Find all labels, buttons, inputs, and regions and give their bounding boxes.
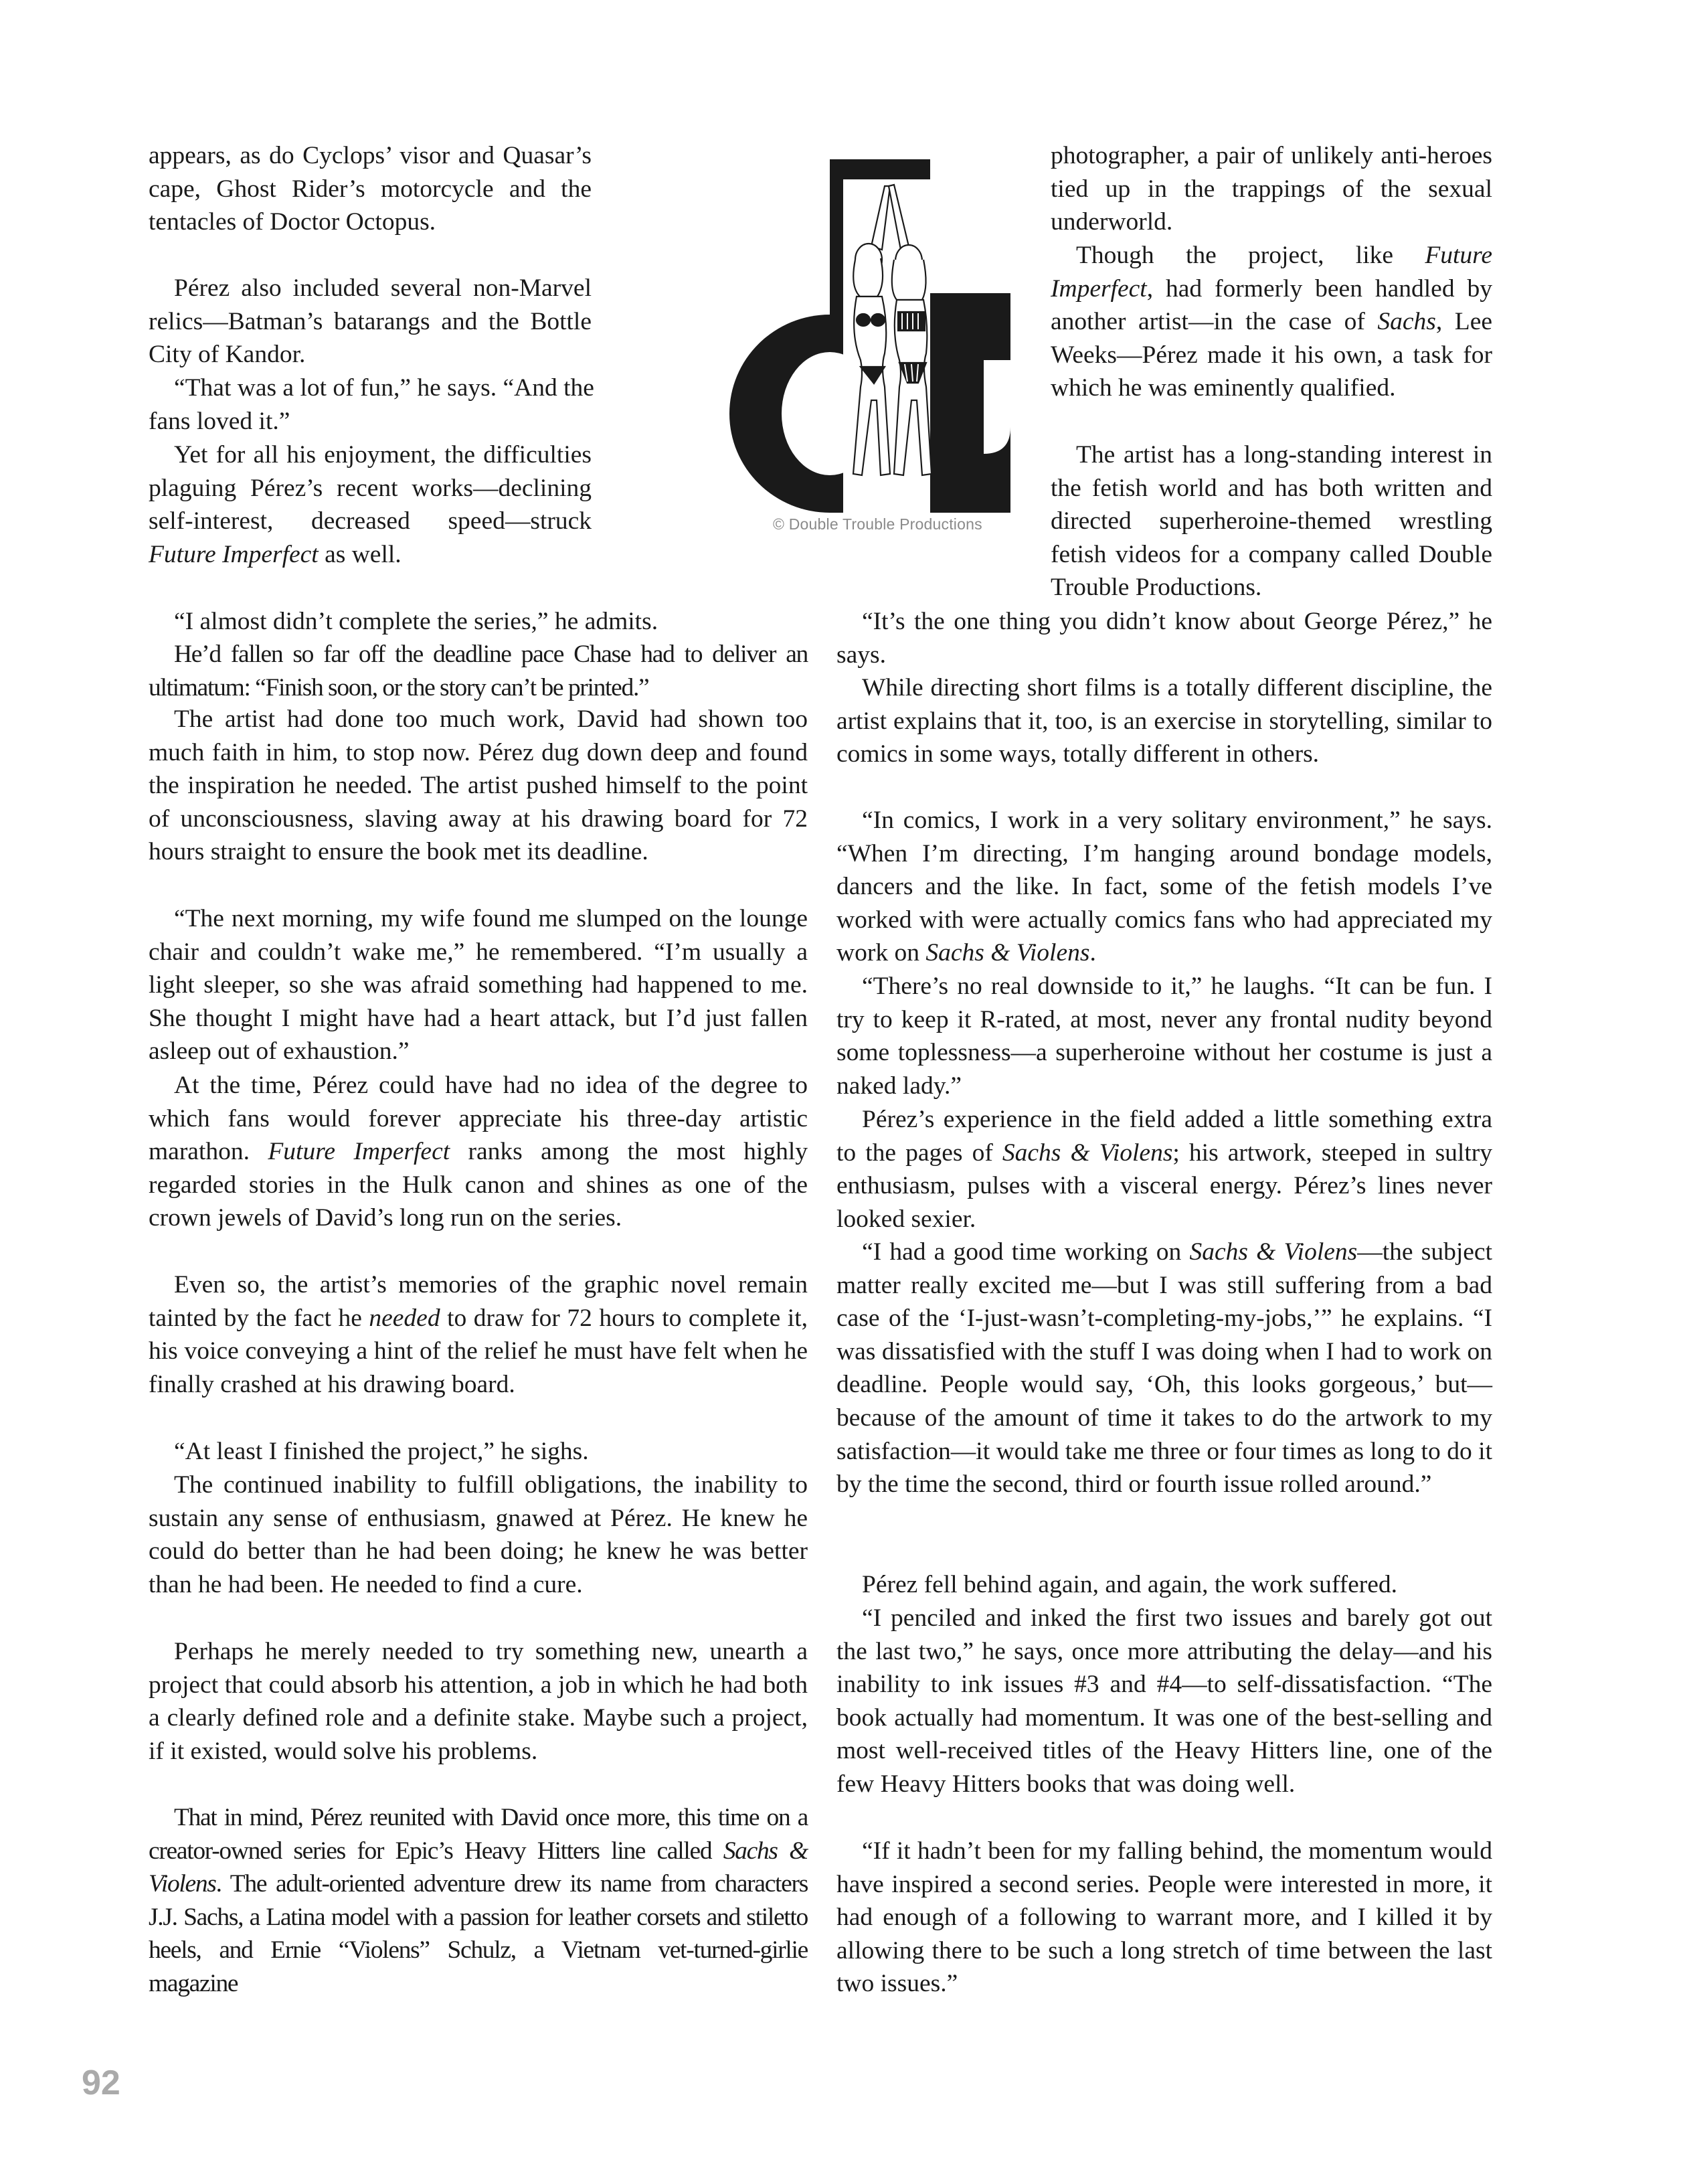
right-paragraph-4: “It’s the one thing you didn’t know about George Pérez,” he says. — [836, 608, 1492, 669]
title-sachs-violens: Sachs & Violens — [149, 1837, 808, 1898]
left-paragraph-5: “I almost didn’t complete the series,” he admits. — [174, 608, 658, 635]
left-paragraph-3: “That was a lot of fun,” he says. “And the fans loved it.” — [149, 374, 594, 435]
emphasis-needed: needed — [369, 1304, 440, 1332]
title-future-imperfect: Future Imperfect — [1051, 242, 1492, 303]
right-paragraph-3-wrap — [836, 438, 1492, 612]
title-sachs: Sachs — [1377, 308, 1436, 336]
right-paragraph-5: While directing short films is a totally different discipline, the artist explains that it, too, is an exercise in storytelling, similar to comics in some ways, totally different in others. — [836, 674, 1492, 768]
right-paragraph-3a: The artist has a long-standing interest in the fetish world and has both written and directed superheroine-themed wrestling fetish videos for a company called Double Trouble Productions. — [1051, 441, 1492, 602]
page-number: 92 — [82, 2064, 120, 2102]
right-paragraph-11: “I penciled and inked the first two issues and barely got out the last two,” he says, once more attributing the delay—and his inability to ink issues #3 and #4—to self-dissatisfaction. “The book actually had momentum. It was one of the best-selling and most well-received titles of the Heavy Hitters line, one of the few Heavy Hitters books that was doing well. — [836, 1604, 1492, 1798]
right-paragraph-8: Pérez’s experience in the field added a little something extra to the pages of Sachs & Violens; his artwork, steeped in sultry enthusiasm, pulses with a visceral energy. Pérez’s lines never looked sexier. — [836, 1106, 1492, 1233]
title-future-imperfect: Future Imperfect — [149, 540, 319, 568]
left-paragraph-1: appears, as do Cyclops’ visor and Quasar’s cape, Ghost Rider’s motorcycle and the tentacles of Doctor Octopus. — [149, 142, 592, 236]
left-paragraph-12: The continued inability to fulfill obligations, the inability to sustain any sense of enthusiasm, gnawed at Pérez. He knew he could do better than he had been doing; he knew he was better than he had been. He needed to find a cure. — [149, 1471, 808, 1598]
left-paragraph-4: Yet for all his enjoyment, the difficulties plaguing Pérez’s recent works—declining self-interest, decreased speed—struck Future Imperfect as well. — [149, 441, 592, 568]
image-credit: © Double Trouble Productions — [773, 515, 982, 533]
title-sachs-violens: Sachs & Violens — [1002, 1139, 1173, 1167]
right-paragraph-10: Pérez fell behind again, and again, the work suffered. — [862, 1571, 1398, 1598]
left-paragraph-6: He’d fallen so far off the deadline pace Chase had to deliver an ultimatum: “Finish soon, or the story can’t be printed.” — [149, 641, 808, 701]
left-paragraph-9: At the time, Pérez could have had no idea of the degree to which fans would forever appreciate his three-day artistic marathon. Future Imperfect ranks among the most highly regarded stories in the Hulk canon and shines as one of the crown jewels of David’s long run on the series. — [149, 1072, 808, 1232]
right-paragraph-9: “I had a good time working on Sachs & Violens—the subject matter really excited me—but I was still suffering from a bad case of the ‘I-just-wasn’t-completing-my-jobs,’” he explains. “I was dissatisfied with the stuff I was doing when I had to work on deadline. People would say, ‘Oh, this looks gorgeous,’ but—because of the amount of time it takes to do the artwork to my satisfaction—it would take me three or four times as long to do it by the time the second, third or fourth issue rolled around.” — [836, 1238, 1492, 1499]
right-paragraph-6: “In comics, I work in a very solitary environment,” he says. “When I’m directing, I’m hanging around bondage models, dancers and the like. In fact, some of the fetish models I’ve worked with were actually comics fans who had appreciated my work on Sachs & Violens. — [836, 807, 1492, 967]
left-paragraph-10: Even so, the artist’s memories of the graphic novel remain tainted by the fact he needed to draw for 72 hours to complete it, his voice conveying a hint of the relief he must have felt when he finally crashed at his drawing board. — [149, 1271, 808, 1398]
left-paragraph-13: Perhaps he merely needed to try something new, unearth a project that could absorb his attention, a job in which he had both a clearly defined role and a definite stake. Maybe such a project, if it existed, would solve his problems. — [149, 1638, 808, 1765]
right-paragraph-1: photographer, a pair of unlikely anti-heroes tied up in the trappings of the sexual underworld. — [1051, 142, 1492, 236]
left-paragraph-7: The artist had done too much work, David had shown too much faith in him, to stop now. Pérez dug down deep and found the inspiration he needed. The artist pushed himself to the point of unconsciousness, slaving away at his drawing board for 72 hours straight to ensure the book met its deadline. — [149, 705, 808, 866]
title-future-imperfect: Future Imperfect — [268, 1138, 450, 1166]
right-paragraph-12: “If it hadn’t been for my falling behind, the momentum would have inspired a second series. People were interested in more, it had enough of a following to warrant more, and I killed it by allowing there to be such a long stretch of time between the last two issues.” — [836, 1837, 1492, 1998]
left-paragraph-14: That in mind, Pérez reunited with David once more, this time on a creator-owned series for Epic’s Heavy Hitters line called Sachs & Violens. The adult-oriented adventure drew its name from characters J.J. Sachs, a Latina model with a passion for leather corsets and stiletto heels, and Ernie “Violens” Schulz, a Vietnam vet-turned-girlie magazine — [149, 1804, 808, 1997]
left-paragraph-11: “At least I finished the project,” he sighs. — [174, 1438, 589, 1465]
left-paragraph-8: “The next morning, my wife found me slumped on the lounge chair and couldn’t wake me,” he remembered. “I’m usually a light sleeper, so she was afraid something had happened to me. She thought I might have had a heart attack, but I’d just fallen asleep out of exhaustion.” — [149, 905, 808, 1066]
title-sachs-violens: Sachs & Violens — [1189, 1238, 1358, 1266]
title-sachs-violens: Sachs & Violens — [925, 939, 1090, 967]
right-paragraph-7: “There’s no real downside to it,” he laughs. “It can be fun. I try to keep it R-rated, at most, never any frontal nudity beyond some toplessness—a superheroine without her costume is just a naked lady.” — [836, 973, 1492, 1100]
right-paragraph-2: Though the project, like Future Imperfect, had formerly been handled by another artist—in the case of Sachs, Lee Weeks—Pérez made it his own, a task for which he was eminently qualified. — [1051, 242, 1492, 402]
left-paragraph-2: Pérez also included several non-Marvel relics—Batman’s batarangs and the Bottle City of Kandor. — [149, 274, 592, 369]
